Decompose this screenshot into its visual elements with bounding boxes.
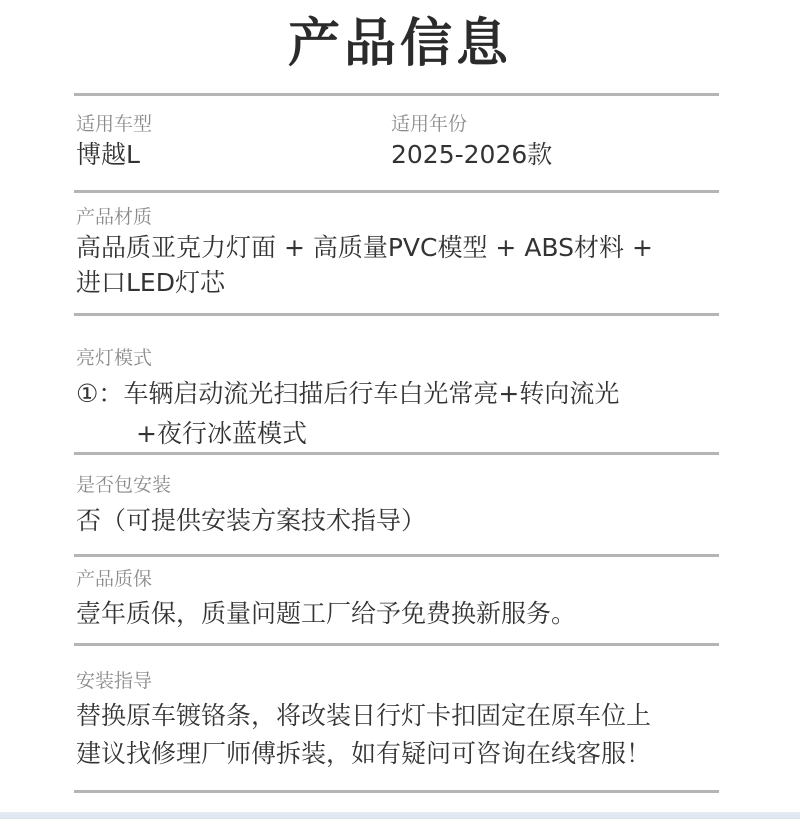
divider <box>74 554 719 557</box>
light-mode-line-2: +夜行冰蓝模式 <box>136 419 307 448</box>
bottom-band <box>0 812 800 819</box>
vehicle-label: 适用车型 <box>76 113 153 135</box>
warranty-value: 壹年质保，质量问题工厂给予免费换新服务。 <box>76 599 577 628</box>
guide-line-2: 建议找修理厂师傅拆装，如有疑问可咨询在线客服！ <box>76 739 652 768</box>
divider <box>74 93 719 96</box>
divider <box>74 190 719 193</box>
material-line-1: 高品质亚克力灯面 + 高质量PVC模型 + ABS材料 + <box>76 233 653 262</box>
divider <box>74 452 719 455</box>
guide-line-1: 替换原车镀铬条，将改装日行灯卡扣固定在原车位上 <box>76 701 652 730</box>
light-mode-label: 亮灯模式 <box>76 347 153 369</box>
material-line-2: 进口LED灯芯 <box>76 268 225 297</box>
light-mode-line-1: ①：车辆启动流光扫描后行车白光常亮+转向流光 <box>76 379 620 408</box>
warranty-label: 产品质保 <box>76 568 153 590</box>
page-title: 产品信息 <box>287 14 512 74</box>
installation-value: 否（可提供安装方案技术指导） <box>76 506 427 535</box>
installation-label: 是否包安装 <box>76 474 172 496</box>
divider <box>74 643 719 646</box>
year-label: 适用年份 <box>391 113 468 135</box>
material-label: 产品材质 <box>76 206 153 228</box>
divider <box>74 313 719 316</box>
vehicle-value: 博越L <box>76 140 140 169</box>
divider <box>74 790 719 793</box>
year-value: 2025-2026款 <box>391 140 553 169</box>
guide-label: 安装指导 <box>76 670 153 692</box>
